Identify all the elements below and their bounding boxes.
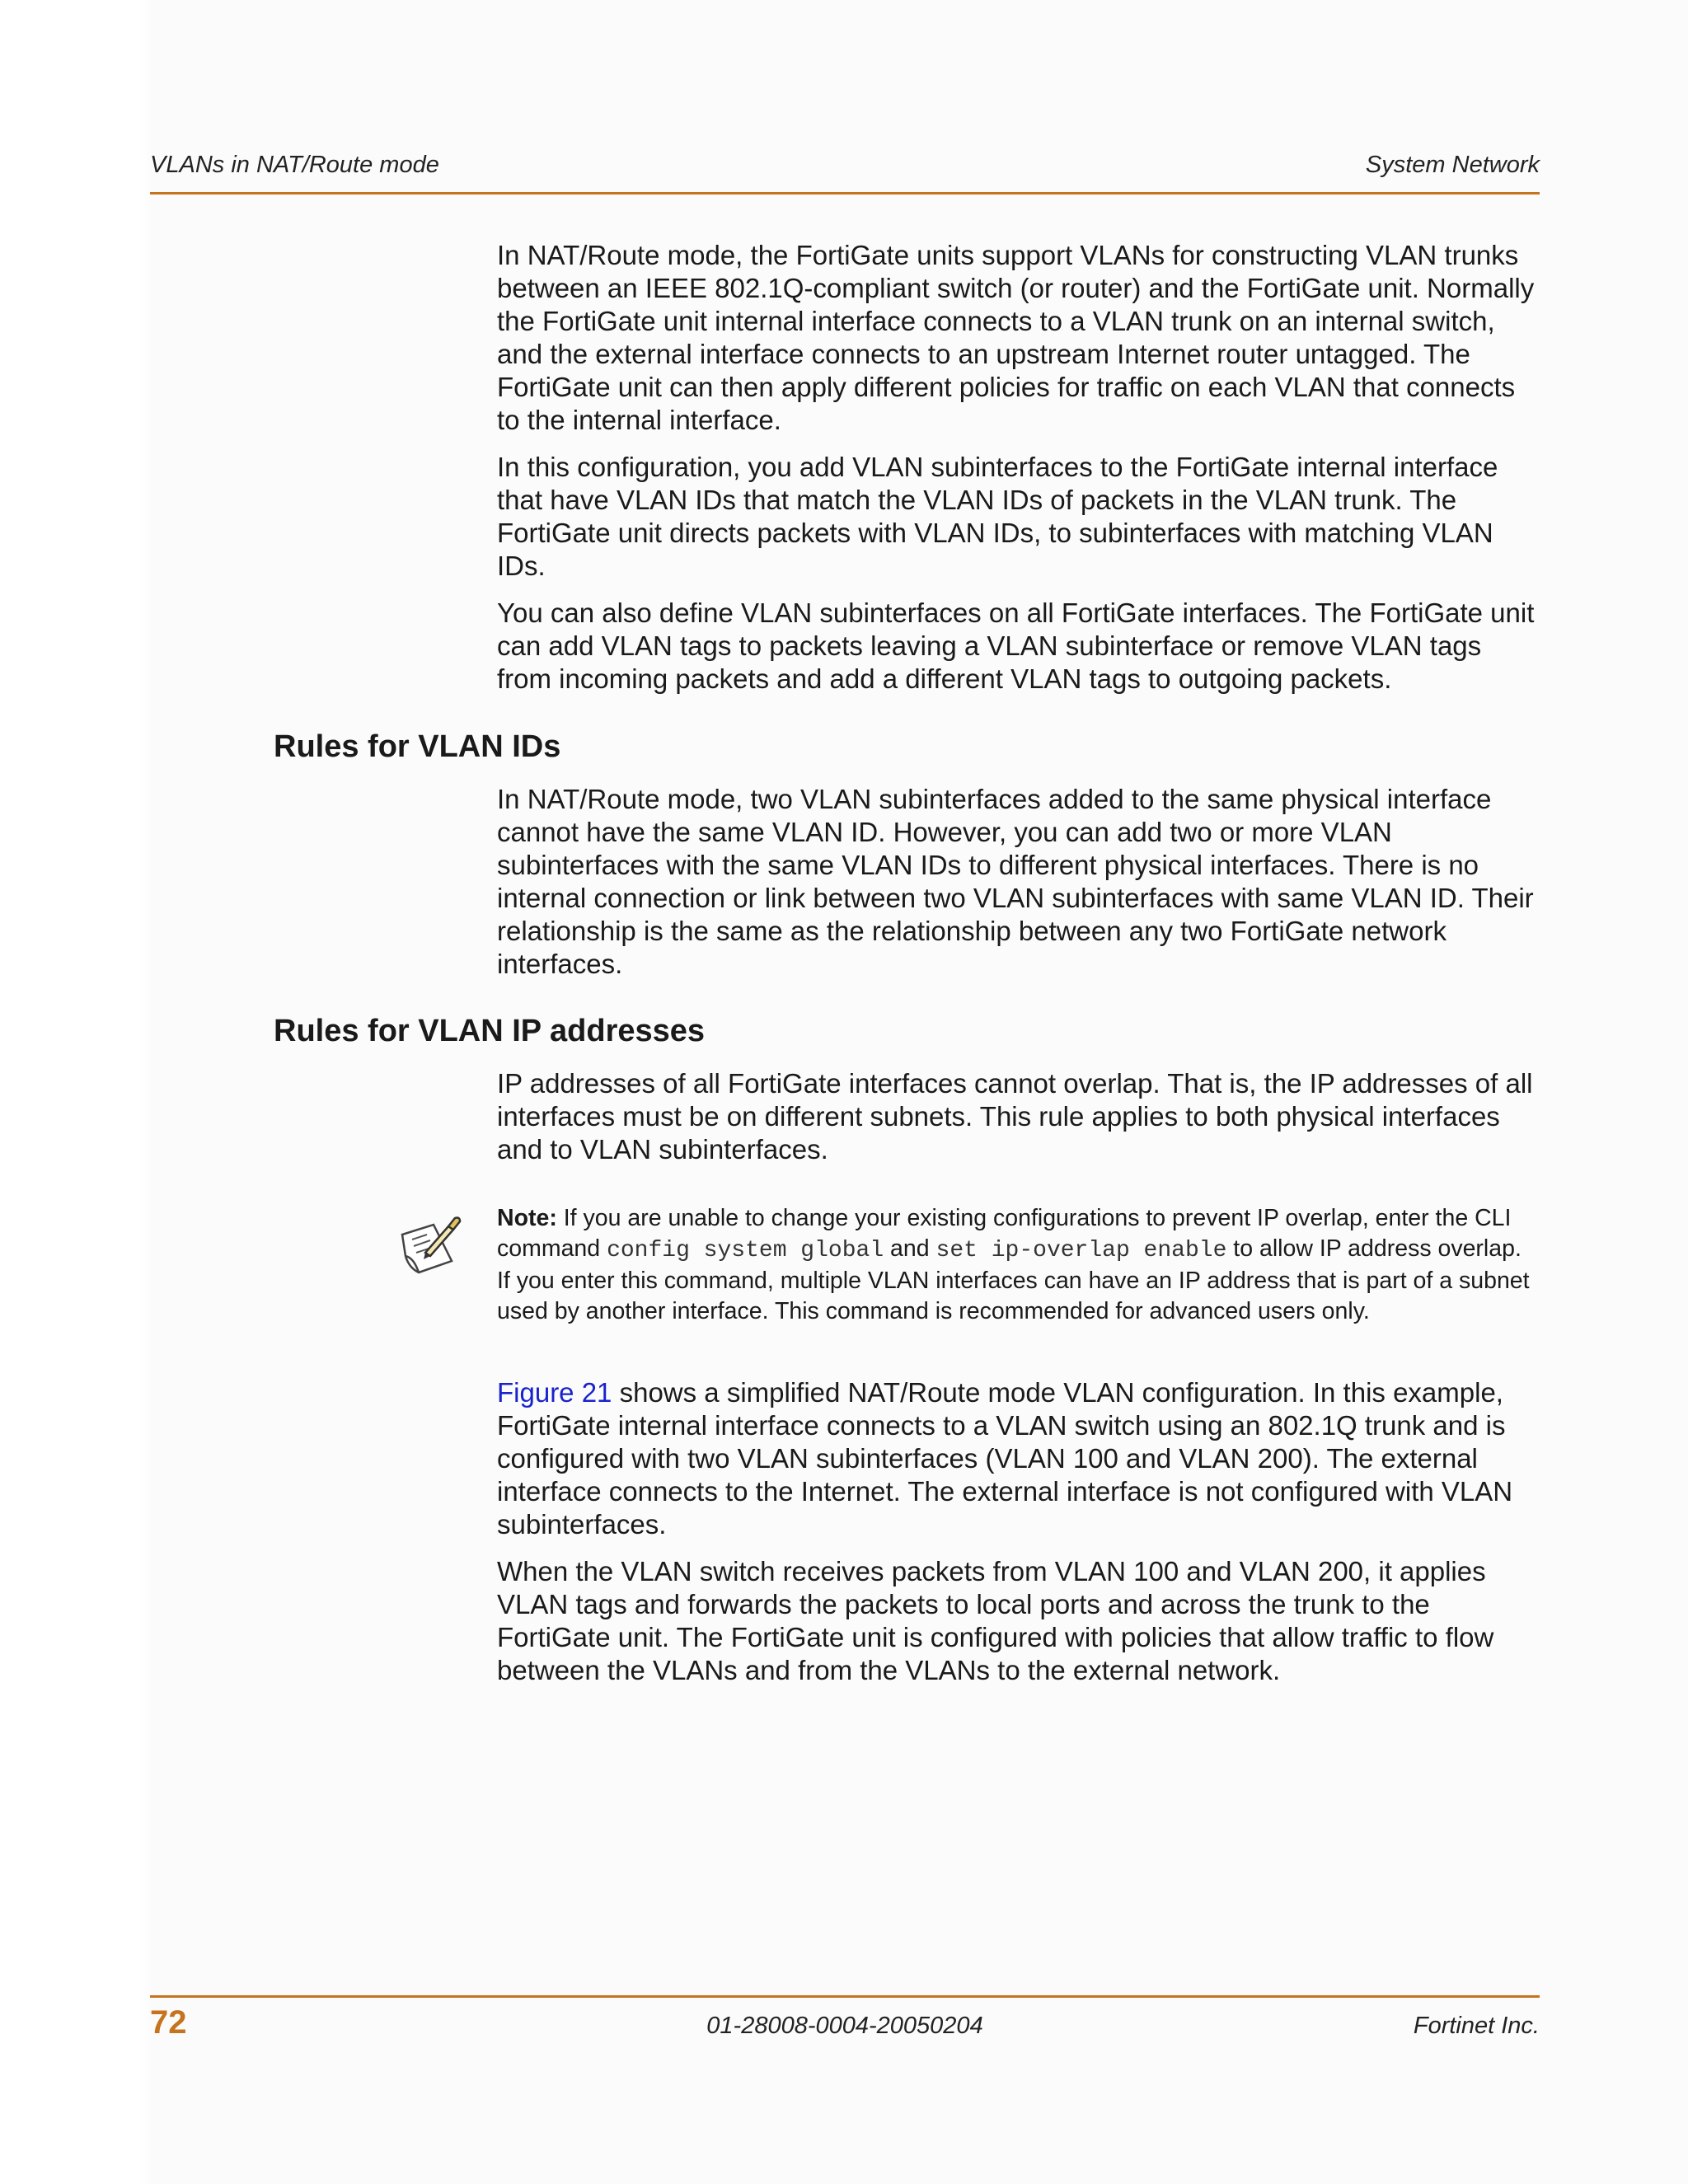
intro-paragraph-1: In NAT/Route mode, the FortiGate units support VLANs for constructing VLAN trunks between an IEEE 802.1Q-compliant switch (or router) and the FortiGate unit. Normally the FortiGate unit internal interface connects to a VLAN trunk on an internal switch, and the external interface connects to an upstream Internet router untagged. The FortiGate unit can then apply different policies for traffic on each VLAN that connects to the internal interface. <box>497 240 1535 435</box>
note-text-3: to allow IP address overlap. If you enter this command, multiple VLAN interfaces can have an IP address that is part of a subnet used by another interface. This command is recommended for advanced users only. <box>497 1235 1530 1324</box>
note-text-1: If you are unable to change your existing configurations to prevent IP overlap, enter the CLI command <box>497 1205 1512 1262</box>
intro-section <box>497 239 1540 710</box>
section-vlan-ip <box>497 1067 1540 1180</box>
note-pen-icon <box>394 1210 468 1284</box>
intro-paragraph-2: In this configuration, you add VLAN subinterfaces to the FortiGate internal interface that have VLAN IDs that match the VLAN IDs of packets in the VLAN trunk. The FortiGate unit directs packets with VLAN IDs, to subinterfaces with matching VLAN IDs. <box>497 452 1498 581</box>
figure-paragraph-text: shows a simplified NAT/Route mode VLAN configuration. In this example, FortiGate internal interface connects to a VLAN switch using an 802.1Q trunk and is configured with two VLAN subinterfaces (VLAN 100 and VLAN 200). The external interface connects to the Internet. The external interface is not configured with VLAN subinterfaces. <box>497 1377 1513 1540</box>
company-name: Fortinet Inc. <box>1413 2013 1540 2039</box>
note-command-2: set ip-overlap enable <box>935 1238 1227 1263</box>
figure-paragraph <box>497 1376 1540 1541</box>
header-rule <box>150 192 1540 194</box>
heading-rules-vlan-ip: Rules for VLAN IP addresses <box>274 1014 706 1048</box>
footer-rule <box>150 1995 1540 1998</box>
vlan-ip-paragraph: IP addresses of all FortiGate interfaces cannot overlap. That is, the IP addresses of all interfaces must be on different subnets. This rule applies to both physical interfaces and to VLAN subinterfaces. <box>497 1068 1533 1165</box>
figure-21-link[interactable]: Figure 21 <box>497 1377 612 1408</box>
figure-section <box>497 1376 1540 1701</box>
note-block <box>497 1203 1540 1327</box>
note-text-2: and <box>884 1235 936 1262</box>
heading-rules-vlan-ids: Rules for VLAN IDs <box>274 729 561 764</box>
page-number: 72 <box>150 2004 187 2041</box>
final-paragraph: When the VLAN switch receives packets from VLAN 100 and VLAN 200, it applies VLAN tags and forwards the packets to local ports and across the trunk to the FortiGate unit. The FortiGate unit is configured with policies that allow traffic to flow between the VLANs and from the VLANs to the external network. <box>497 1556 1494 1685</box>
page-footer <box>150 2004 1540 2046</box>
note-label: Note: <box>497 1205 557 1231</box>
header-chapter-title: System Network <box>1365 152 1540 178</box>
document-id: 01-28008-0004-20050204 <box>706 2013 983 2039</box>
note-command-1: config system global <box>607 1238 884 1263</box>
section-vlan-ids <box>497 783 1540 995</box>
running-header <box>150 152 1540 179</box>
intro-paragraph-3: You can also define VLAN subinterfaces on all FortiGate interfaces. The FortiGate unit can add VLAN tags to packets leaving a VLAN subinterface or remove VLAN tags from incoming packets and add a different VLAN tags to outgoing packets. <box>497 598 1535 694</box>
header-section-title: VLANs in NAT/Route mode <box>150 152 439 178</box>
vlan-ids-paragraph: In NAT/Route mode, two VLAN subinterfaces added to the same physical interface cannot have the same VLAN ID. However, you can add two or more VLAN subinterfaces with the same VLAN IDs to different physical interfaces. There is no internal connection or link between two VLAN subinterfaces with same VLAN ID. Their relationship is the same as the relationship between any two FortiGate network interfaces. <box>497 784 1534 979</box>
